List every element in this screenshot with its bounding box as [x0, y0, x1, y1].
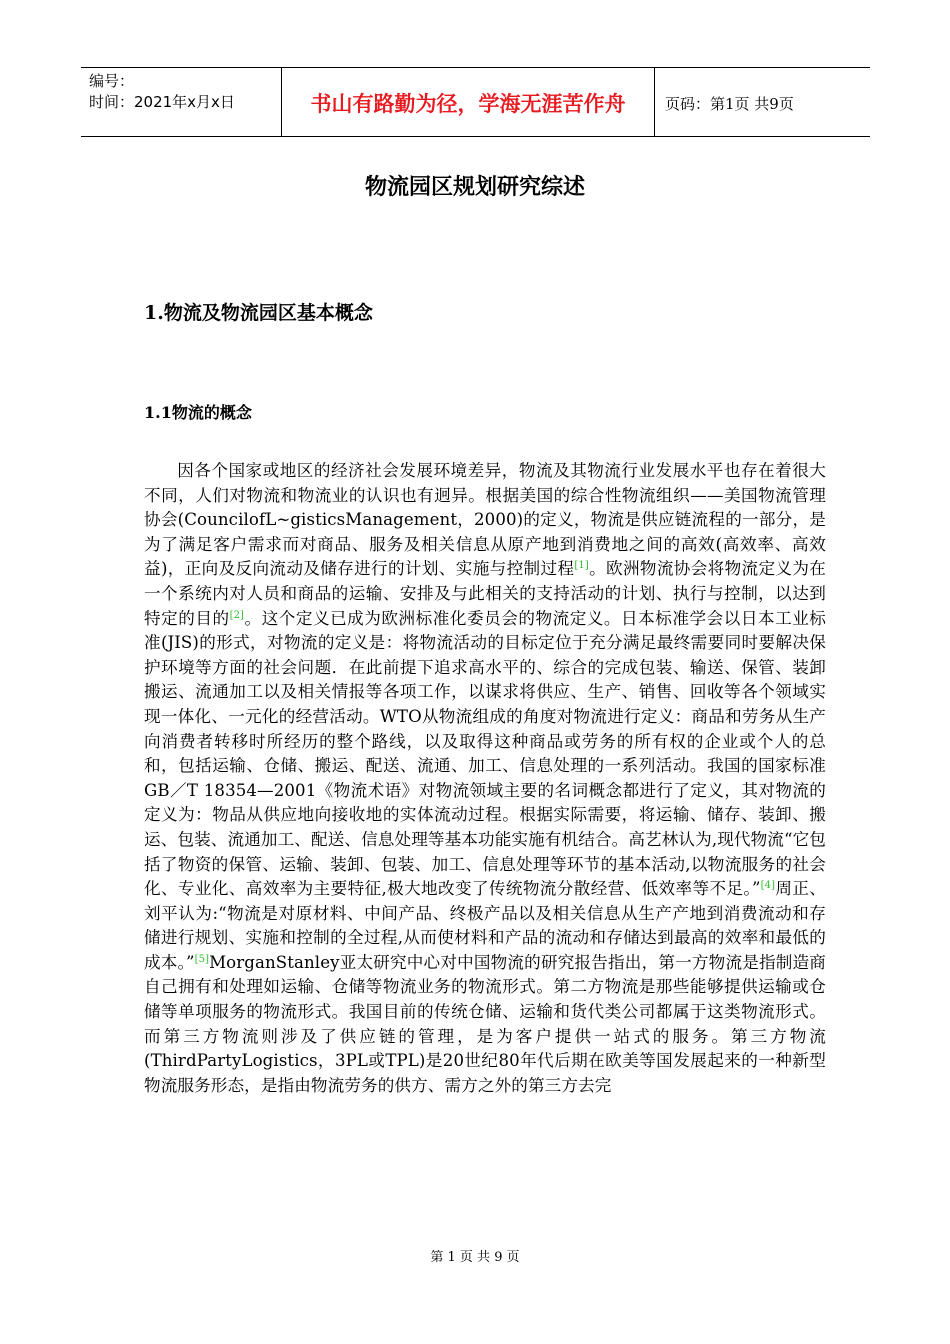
paragraph-text-2: 。欧洲物流协会将物流定义为在一个系统内对人员和商品的运输、安排及与此相关的支持活动的计划、执行与控制，以达到特定的目的	[144, 559, 827, 628]
header-page-info: 页码：第1页 共9页	[665, 94, 794, 113]
page-footer: 第 1 页 共 9 页	[430, 1250, 520, 1265]
document-title: 物流园区规划研究综述	[364, 174, 585, 200]
reference-marker-4[interactable]: [4]	[760, 880, 776, 892]
subsection-heading: 1.1物流的概念	[144, 403, 252, 422]
reference-marker-1[interactable]: [1]	[574, 560, 589, 572]
page-header	[81, 67, 870, 137]
paragraph-text-1: 因各个国家或地区的经济社会发展环境差异，物流及其物流行业发展水平也存在着很大不同，人们对物流和物流业的认识也有迥异。根据美国的综合性物流组织——美国物流管理协会(CouncilofL~gisticsManagement，2000)的定义，物流是供应链流程的一部分，是为了满足客户需求而对商品、服务及相关信息从原产地到消费地之间的高效(高效率、高效益)，正向及反向流动及储存进行的计划、实施与控制过程	[144, 461, 826, 579]
number-label: 编号：	[89, 72, 135, 90]
section-heading: 1.物流及物流园区基本概念	[144, 302, 373, 324]
header-meta	[81, 68, 281, 136]
time-label: 时间：2021年x月x日	[89, 93, 235, 111]
header-motto: 书山有路勤为径，学海无涯苦作舟	[281, 68, 655, 136]
reference-marker-2[interactable]: [2]	[229, 609, 245, 621]
paragraph-text-3: 。这个定义已成为欧洲标准化委员会的物流定义。日本标准学会以日本工业标准(JIS)的形式，对物流的定义是：将物流活动的目标定位于充分满足最终需要同时要解决保护环境等方面的社会问题．在此前提下追求高水平的、综合的完成包装、输送、保管、装卸搬运、流通加工以及相关情报等各项工作，以谋求将供应、生产、销售、回收等各个领域实现一体化、一元化的经营活动。WTO从物流组成的角度对物流进行定义：商品和劳务从生产向消费者转移时所经历的整个路线，以及取得这种商品或劳务的所有权的企业或个人的总和，包括运输、仓储、搬运、配送、流通、加工、信息处理的一系列活动。我国的国家标准GB／T 18354—2001《物流术语》对物流领域主要的名词概念都进行了定义，其对物流的定义为：物品从供应地向接收地的实体流动过程。根据实际需要，将运输、储存、装卸、搬运、包装、流通加工、配送、信息处理等基本功能实施有机结合。高艺林认为,现代物流“它包括了物资的保管、运输、装卸、包装、加工、信息处理等环节的基本活动,以物流服务的社会化、专业化、高效率为主要特征,极大地改变了传统物流分散经营、低效率等不足。”	[144, 608, 827, 899]
paragraph-text-5: MorganStanley亚太研究中心对中国物流的研究报告指出，第一方物流是指制造商自己拥有和处理如运输、仓储等物流业务的物流形式。第二方物流是那些能够提供运输或仓储等单项服务的物流形式。我国目前的传统仓储、运输和货代类公司都属于这类物流形式。而第三方物流则涉及了供应链的管理，是为客户提供一站式的服务。第三方物流(ThirdPartyLogistics，3PL或TPL)是20世纪80年代后期在欧美等国发展起来的一种新型物流服务形态，是指由物流劳务的供方、需方之外的第三方去完	[144, 952, 826, 1095]
body-paragraph	[144, 459, 826, 1098]
reference-marker-5[interactable]: [5]	[194, 953, 210, 965]
paragraph-text-4: 周正、刘平认为:“物流是对原材料、中间产品、终极产品以及相关信息从生产产地到消费流动和存储进行规划、实施和控制的全过程,从而使材料和产品的流动和存储达到最高的效率和最低的成本。”	[144, 879, 826, 972]
